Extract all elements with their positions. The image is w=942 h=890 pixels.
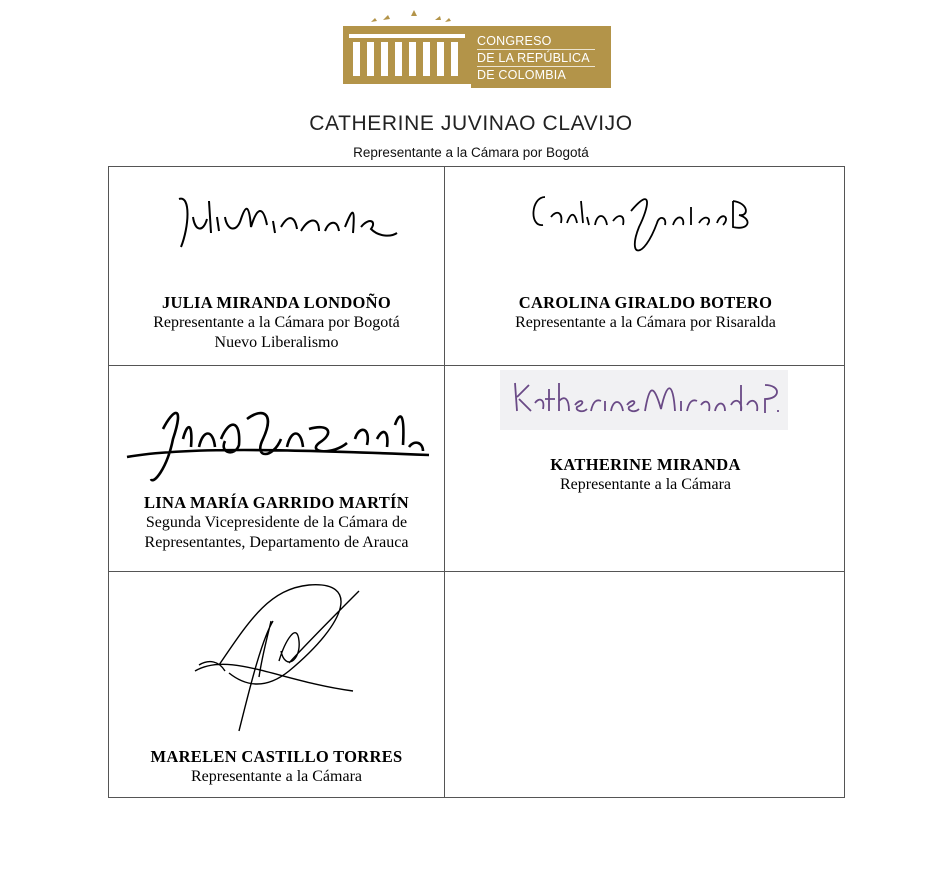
congress-logo <box>343 8 611 88</box>
signature-carolina-giraldo <box>527 187 767 267</box>
signature-julia-miranda <box>169 187 399 257</box>
signature-marelen-castillo <box>189 581 389 741</box>
signatory-role: Representante a la Cámara <box>559 476 732 493</box>
signatory-role: Representante a la Cámara <box>190 768 363 785</box>
logo-line-2: DE LA REPÚBLICA <box>477 50 595 67</box>
table-divider-row-1 <box>109 365 844 366</box>
signatory-name: CAROLINA GIRALDO BOTERO <box>518 293 773 312</box>
signatory-2 <box>445 293 846 333</box>
signatory-role: Segunda Vicepresidente de la Cámara de <box>145 514 408 531</box>
signatory-department: Representantes, Departamento de Arauca <box>144 534 409 551</box>
table-divider-row-2 <box>109 571 844 572</box>
logo-line-1: CONGRESO <box>477 33 595 50</box>
signature-katherine-miranda <box>505 375 785 425</box>
logo-text <box>477 33 609 91</box>
signature-lina-garrido <box>123 399 435 489</box>
logo-line-3: DE COLOMBIA <box>477 68 567 82</box>
document-author-role: Representante a la Cámara por Bogotá <box>353 145 589 160</box>
signatory-role: Representante a la Cámara por Bogotá <box>153 314 400 331</box>
signatory-name: KATHERINE MIRANDA <box>550 455 741 474</box>
signatory-name: LINA MARÍA GARRIDO MARTÍN <box>144 493 409 512</box>
signatory-5 <box>109 747 444 787</box>
signatory-3 <box>109 493 444 553</box>
signatory-1 <box>109 293 444 353</box>
signatory-role: Representante a la Cámara por Risaralda <box>515 314 776 331</box>
signatory-party: Nuevo Liberalismo <box>214 334 339 351</box>
signature-table <box>108 166 845 798</box>
signatory-name: JULIA MIRANDA LONDOÑO <box>161 293 392 312</box>
signatory-4 <box>445 455 846 495</box>
document-author-name: CATHERINE JUVINAO CLAVIJO <box>309 112 633 135</box>
signatory-name: MARELEN CASTILLO TORRES <box>150 747 403 766</box>
